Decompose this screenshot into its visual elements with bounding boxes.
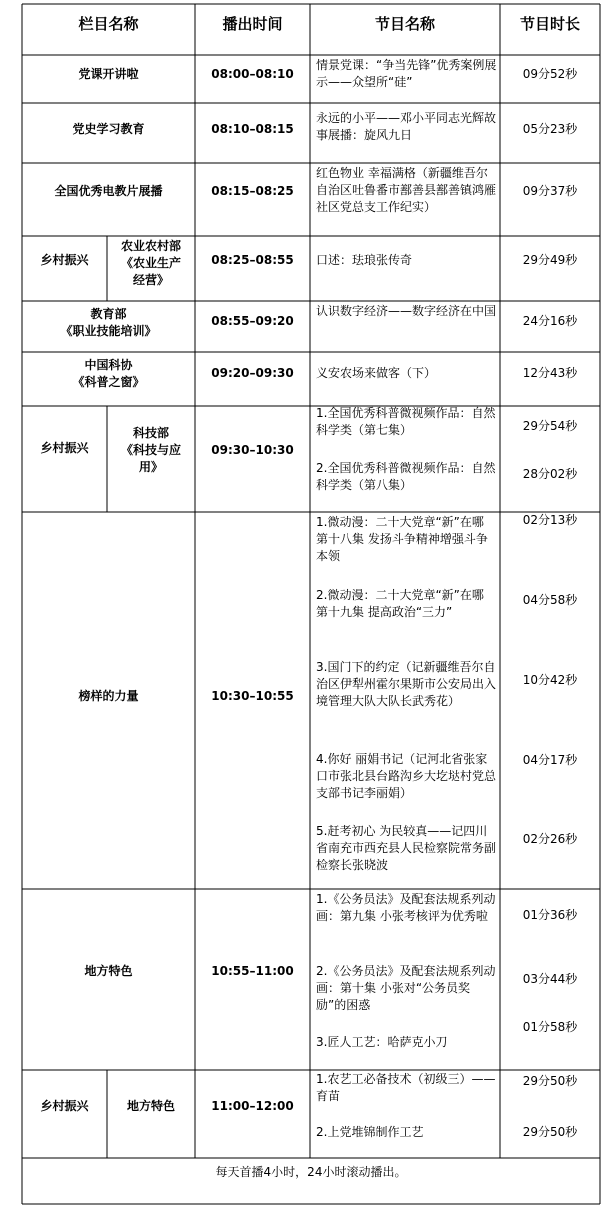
row-column-group: 乡村振兴 bbox=[40, 253, 89, 267]
row-column-name: 全国优秀电教片展播 bbox=[54, 184, 163, 198]
row-program: 5.赶考初心 为民较真——记四川省南充市西充县人民检察院常务副检察长张晓波 bbox=[316, 824, 497, 872]
row-program: 口述：珐琅张传奇 bbox=[316, 253, 413, 267]
row-duration: 28分02秒 bbox=[522, 467, 578, 481]
row-program: 1.微动漫：二十大党章“新”在哪 第十八集 发扬斗争精神增强斗争本领 bbox=[316, 515, 488, 563]
row-duration: 05分23秒 bbox=[522, 122, 578, 136]
row-column-name: 榜样的力量 bbox=[78, 689, 139, 703]
row-column-name: 党课开讲啦 bbox=[78, 67, 139, 81]
header-column: 栏目名称 bbox=[78, 15, 139, 33]
row-duration: 09分37秒 bbox=[522, 184, 578, 198]
row-duration: 24分16秒 bbox=[522, 314, 578, 328]
row-time: 10:55–11:00 bbox=[211, 964, 294, 978]
row-column-name: 中国科协 《科普之窗》 bbox=[72, 358, 145, 389]
row-program: 1.《公务员法》及配套法规系列动画：第九集 小张考核评为优秀啦 bbox=[316, 892, 496, 923]
row-program: 2.微动漫：二十大党章“新”在哪 第十九集 提高政治“三力” bbox=[316, 588, 484, 619]
row-program: 情景党课：“争当先锋”优秀案例展示——众望所“硅” bbox=[316, 58, 497, 89]
row-duration: 29分54秒 bbox=[522, 419, 578, 433]
row-column-group: 乡村振兴 bbox=[40, 441, 89, 455]
row-time: 08:10–08:15 bbox=[211, 122, 294, 136]
row-duration: 09分52秒 bbox=[522, 67, 578, 81]
row-duration: 12分43秒 bbox=[522, 366, 578, 380]
row-time: 08:55–09:20 bbox=[211, 314, 294, 328]
row-program: 2.《公务员法》及配套法规系列动画：第十集 小张对“公务员奖励”的困惑 bbox=[316, 964, 496, 1012]
row-column-name: 农业农村部 《农业生产 经营》 bbox=[120, 239, 181, 287]
row-time: 10:30–10:55 bbox=[211, 689, 294, 703]
row-time: 09:20–09:30 bbox=[211, 366, 294, 380]
row-program: 3.国门下的约定（记新疆维吾尔自治区伊犁州霍尔果斯市公安局出入境管理大队大队长武秀花） bbox=[316, 660, 497, 708]
row-column-name: 地方特色 bbox=[84, 964, 133, 978]
row-duration: 10分42秒 bbox=[522, 673, 578, 687]
row-program: 义安农场来做客（下） bbox=[316, 366, 437, 380]
row-column-name: 科技部 《科技与应 用》 bbox=[120, 426, 181, 474]
row-program: 3.匠人工艺：哈萨克小刀 bbox=[316, 1035, 448, 1049]
row-duration: 04分17秒 bbox=[522, 753, 578, 767]
row-column-name: 地方特色 bbox=[126, 1099, 175, 1113]
row-column-name: 教育部 《职业技能培训》 bbox=[60, 307, 157, 338]
row-program: 红色物业 幸福满格（新疆维吾尔自治区吐鲁番市鄯善县鄯善镇鸿雁社区党总支工作纪实） bbox=[316, 166, 497, 214]
header-time: 播出时间 bbox=[222, 15, 283, 33]
row-column-name: 党史学习教育 bbox=[72, 122, 145, 136]
row-duration: 29分50秒 bbox=[522, 1125, 578, 1139]
row-time: 09:30–10:30 bbox=[211, 443, 294, 457]
row-duration: 29分49秒 bbox=[522, 253, 578, 267]
row-column-group: 乡村振兴 bbox=[40, 1099, 89, 1113]
row-program: 2.上党堆锦制作工艺 bbox=[316, 1125, 424, 1139]
table-footer-note: 每天首播4小时，24小时滚动播出。 bbox=[215, 1165, 407, 1179]
row-duration: 01分36秒 bbox=[522, 908, 578, 922]
header-program: 节目名称 bbox=[374, 15, 435, 33]
row-program: 1.农艺工必备技术（初级三）——育苗 bbox=[316, 1072, 496, 1103]
row-program: 2.全国优秀科普微视频作品：自然科学类（第八集） bbox=[316, 461, 496, 492]
row-duration: 02分13秒 bbox=[522, 513, 578, 527]
row-program: 认识数字经济——数字经济在中国 bbox=[316, 304, 497, 318]
row-time: 08:00–08:10 bbox=[211, 67, 294, 81]
header-duration: 节目时长 bbox=[519, 15, 580, 33]
row-time: 08:15–08:25 bbox=[211, 184, 294, 198]
row-time: 08:25–08:55 bbox=[211, 253, 294, 267]
row-duration: 04分58秒 bbox=[522, 593, 578, 607]
row-duration: 03分44秒 bbox=[522, 972, 578, 986]
row-duration: 29分50秒 bbox=[522, 1074, 578, 1088]
row-time: 11:00–12:00 bbox=[211, 1099, 294, 1113]
row-program: 4.你好 丽娟书记（记河北省张家口市张北县台路沟乡大圪垯村党总支部书记李丽娟） bbox=[316, 752, 497, 800]
row-program: 1.全国优秀科普微视频作品：自然科学类（第七集） bbox=[316, 406, 496, 437]
row-duration: 02分26秒 bbox=[522, 832, 578, 846]
row-program: 永远的小平——邓小平同志光辉故事展播：旋风九日 bbox=[316, 111, 497, 142]
row-duration: 01分58秒 bbox=[522, 1020, 578, 1034]
